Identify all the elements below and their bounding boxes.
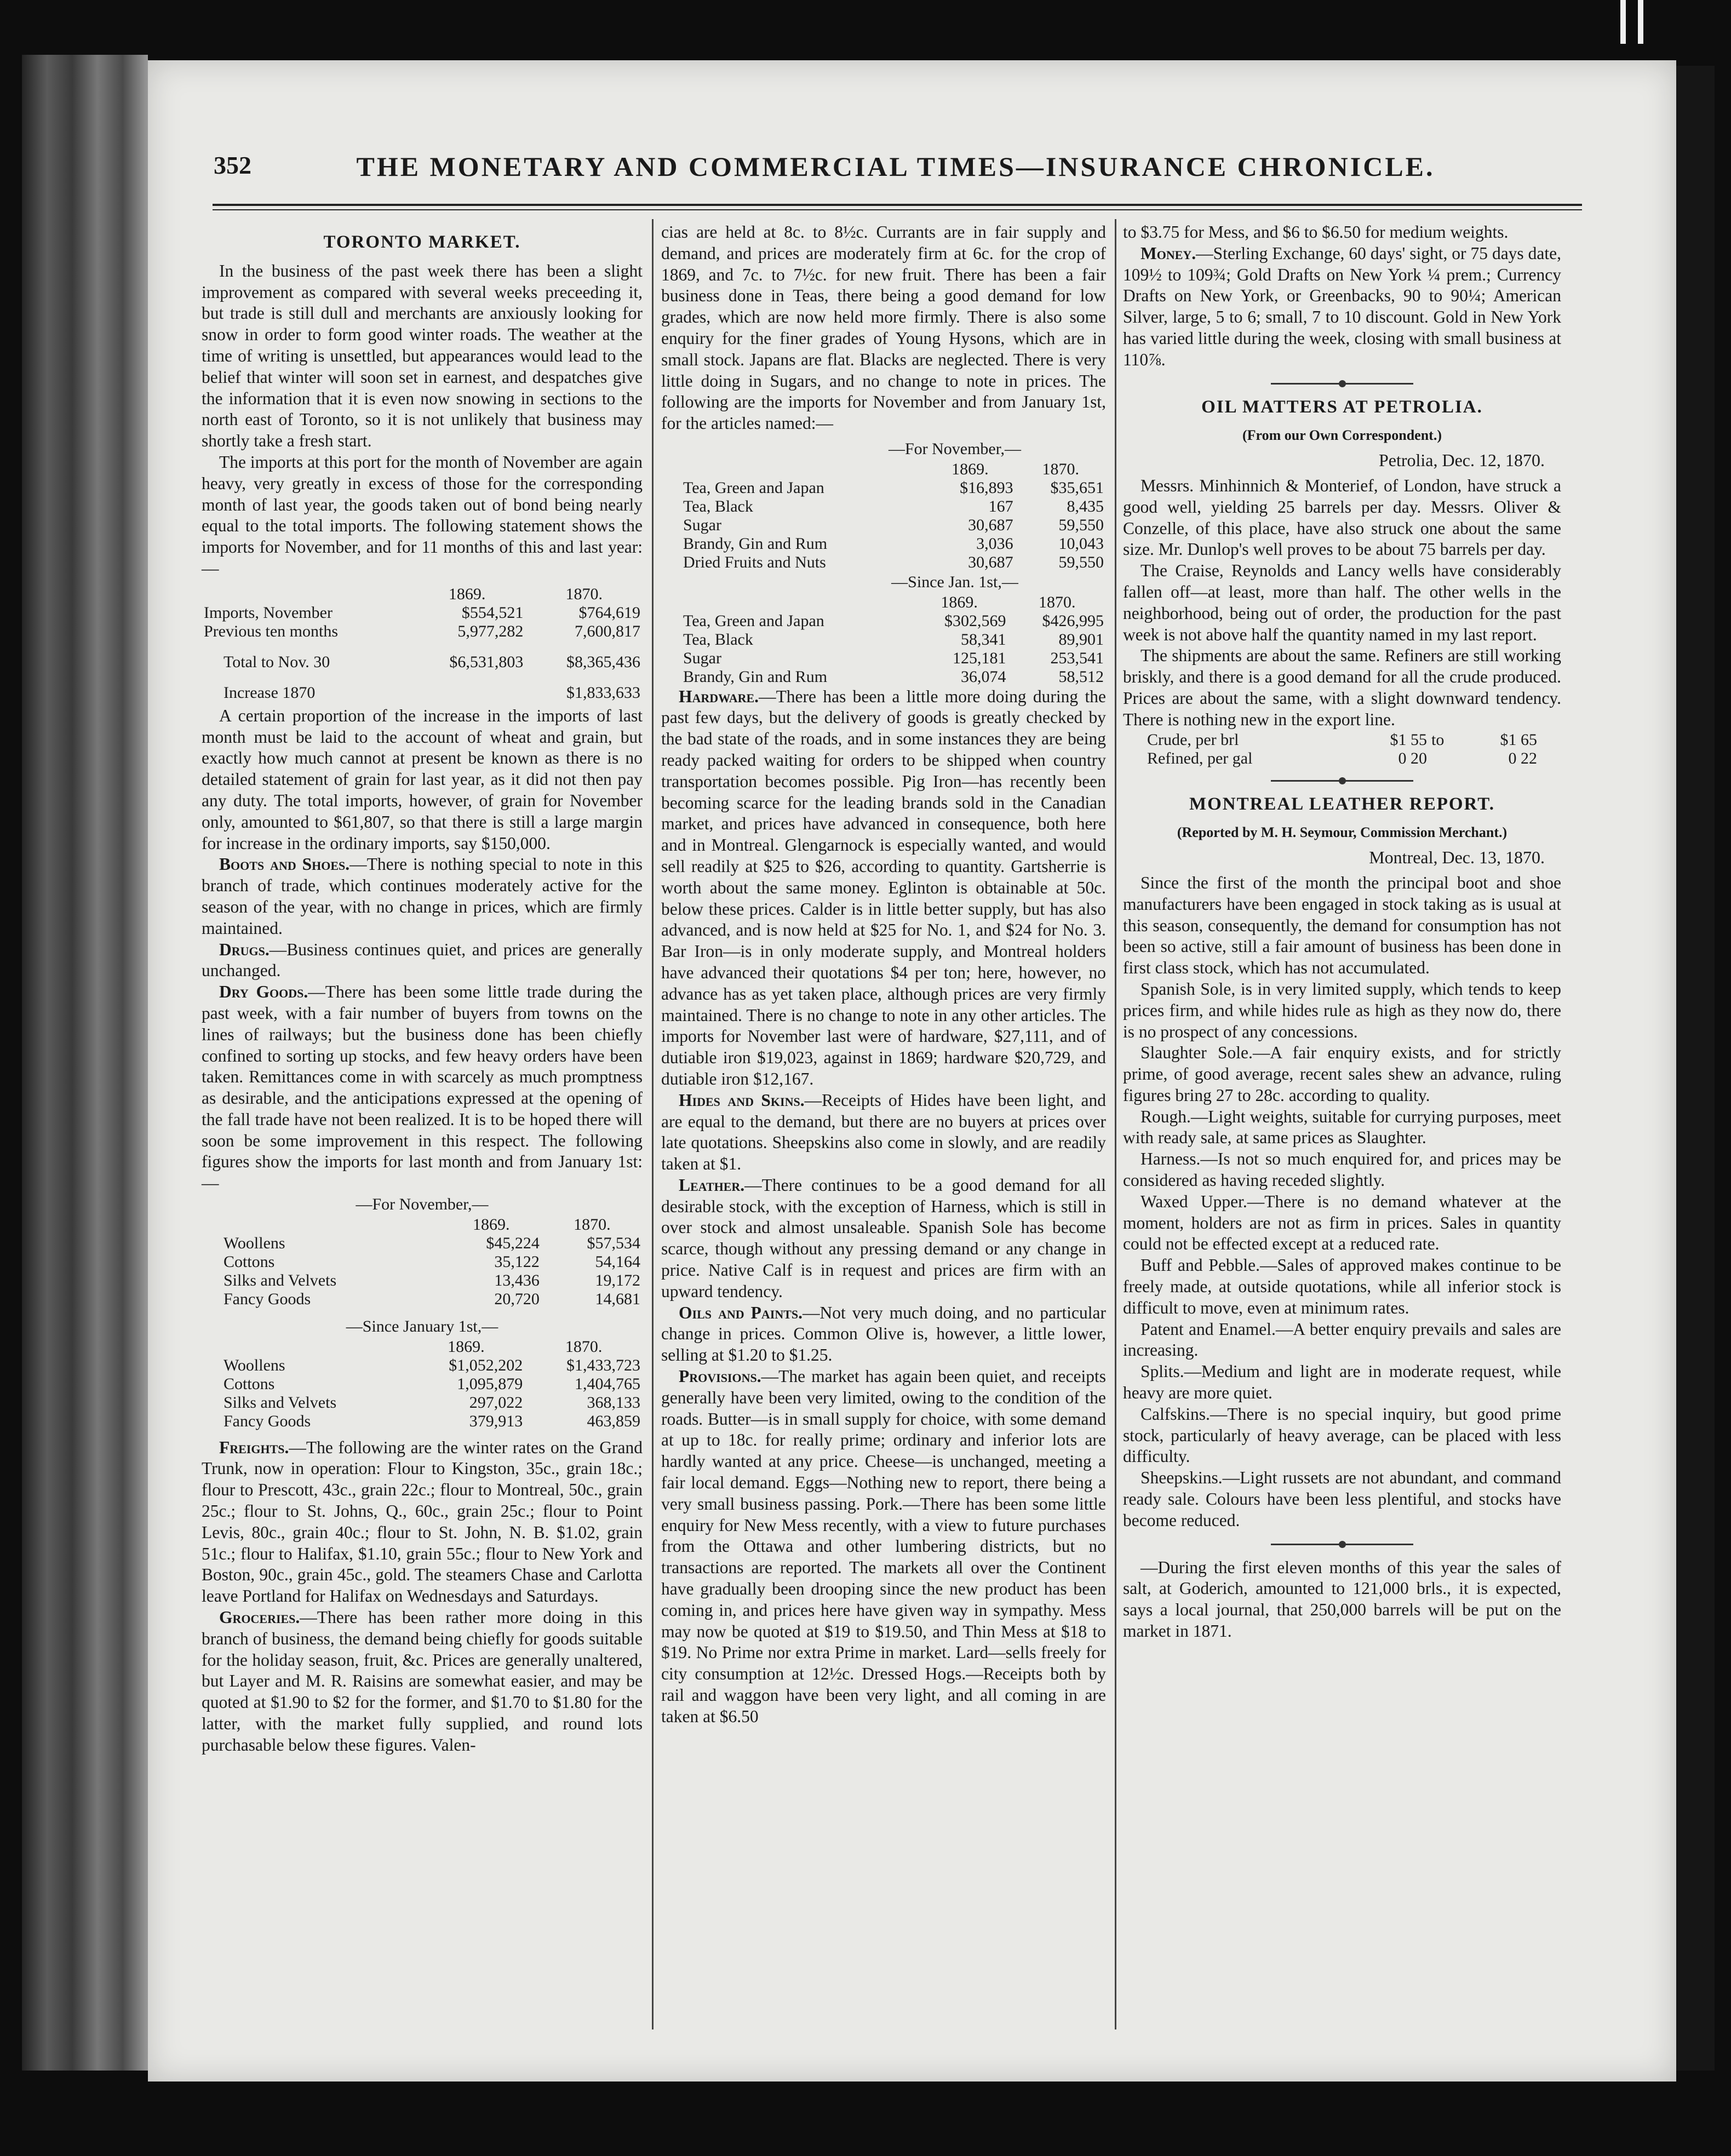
- table-row: Increase 1870 $1,833,633: [223, 683, 640, 702]
- column-rule: [652, 219, 654, 2029]
- paragraph: Boots and Shoes.—There is nothing special to note in this branch of trade, which continues moderately active for the season of the year, with no change in prices, which are firmly maintained.: [202, 855, 643, 938]
- column-1: [202, 222, 643, 1756]
- paragraph: cias are held at 8c. to 8½c. Currants are in fair supply and demand, and prices are moderately firm at 6c. for the crop of 1869, and 7c. to 7½c. for new fruit. There has been a fair business done in Teas, there being a good demand for low grades, which are now held more firmly. There is also some enquiry for the finer grades of Young Hysons, which are in small stock. Japans are flat. Blacks are neglected. There is very little doing in Sugars, and no change to note in prices. The following are the imports for November and from January 1st, for the articles named:—: [661, 222, 1106, 433]
- paragraph: Patent and Enamel.—A better enquiry prevails and sales are increasing.: [1123, 1319, 1561, 1360]
- table-row: Tea, Black 167 8,435: [683, 497, 1104, 515]
- paragraph: Calfskins.—There is no special inquiry, but good prime stock, particularly of heavy average, can be placed with less difficulty.: [1123, 1404, 1561, 1466]
- paragraph: Rough.—Light weights, suitable for currying purposes, meet with ready sale, at same prices as Slaughter.: [1123, 1106, 1561, 1148]
- paragraph: Harness.—Is not so much enquired for, and prices may be considered as having receded slightly.: [1123, 1149, 1561, 1190]
- paragraph: Freights.—The following are the winter rates on the Grand Trunk, now in operation: Flour to Kingston, 35c., grain 18c.; flour to Prescott, 43c., grain 22c.; flour to Montreal, 50c., grain 25c.; flour to St. Johns, Q., 60c., grain 25c.; flour to Point Levis, 80c., grain 40c.; flour to St. John, N. B. $1.02, grain 51c.; flour to Halifax, $1.10, grain 55c.; flour to New York and Boston, 90c., grain 45c., gold. The steamers Chase and Carlotta leave Portland for Halifax on Wednesdays and Saturdays.: [202, 1437, 643, 1606]
- paragraph: Buff and Pebble.—Sales of approved makes continue to be freely made, at outside quotations, while all inferior stock is difficult to move, even at minimum rates.: [1123, 1255, 1561, 1317]
- paragraph: The imports at this port for the month of November are again heavy, very greatly in excess of those for the corresponding month of last year, the goods taken out of bond being nearly equal to the total imports. The following statement shows the imports for November, and for 11 months of this and last year:—: [202, 452, 643, 578]
- groceries-november-table: 1869. 1870. Tea, Green and Japan $16,893 $35,651 Tea, Black 167 8,435 Sugar 30,687 59,550 Brandy, Gin and Rum 3,036 10,043 Dried Fruits and Nuts 30,687 59,550: [661, 460, 1106, 572]
- paragraph: The Craise, Reynolds and Lancy wells have considerably fallen off—at least, more than half. The other wells in the neighborhood, being out of order, the production for the past week is not above half the quantity named in my last report.: [1123, 561, 1561, 644]
- header-rule: [213, 209, 1582, 210]
- section-title: OIL MATTERS AT PETROLIA.: [1201, 397, 1483, 417]
- table-row: Fancy Goods 20,720 14,681: [223, 1289, 640, 1308]
- paragraph: to $3.75 for Mess, and $6 to $6.50 for medium weights.: [1123, 222, 1509, 242]
- section-divider: [1271, 383, 1413, 385]
- scan-mark: [1638, 0, 1643, 44]
- paragraph: Dry Goods.—There has been some little trade during the past week, with a fair number of buyers from towns on the lines of railways; but the business done has been chiefly confined to sorting up stocks, and few heavy orders have been taken. Remittances come in with scarcely as much promptness as desirable, and the anticipations expressed at the opening of the fall trade have not been realized. It is to be hoped there will soon be some improvement in this respect. The following figures show the imports for last month and from January 1st:—: [202, 982, 643, 1193]
- paragraph: Money.—Sterling Exchange, 60 days' sight, or 75 days date, 109½ to 109¾; Gold Drafts on New York ¼ prem.; Currency Drafts on New York, or Greenbacks, 90 to 90¼; American Silver, large, 5 to 6; small, 7 to 10 discount. Gold in New York has varied little during the week, closing with small business at 110⅞.: [1123, 243, 1561, 369]
- year-header: 1870.: [565, 584, 603, 603]
- table-row: Total to Nov. 30 $6,531,803 $8,365,436: [223, 652, 640, 671]
- table-title: —Since January 1st,—: [346, 1317, 498, 1335]
- page-edge: [1676, 66, 1715, 2071]
- paragraph: Splits.—Medium and light are in moderate request, while heavy are more quiet.: [1123, 1362, 1561, 1403]
- table-row: Cottons 1,095,879 1,404,765: [223, 1374, 640, 1393]
- table-row: Silks and Velvets 297,022 368,133: [223, 1393, 640, 1412]
- dateline: Montreal, Dec. 13, 1870.: [1369, 847, 1545, 868]
- paragraph: Provisions.—The market has again been quiet, and receipts generally have been very limited, owing to the condition of the roads. Butter—is in small supply for choice, with some demand at up to 18c. for really prime; ordinary and inferior lots are hardly wanted at any price. Cheese—is unchanged, meeting a fair local demand. Eggs—Nothing new to report, there being a very small business passing. Pork.—There has been some little enquiry for New Mess recently, with a view to future purchases from the Ottawa and other lumbering districts, but no transactions are reported. The markets all over the Continent have gradually been drooping since the new product has been coming in, and prices here have given way in sympathy. Mess may now be quoted at $19 to $19.50, and Thin Mess at $18 to $19. No Prime nor extra Prime in market. Lard—sells freely for city consumption at 12½c. Dressed Hogs.—Receipts both by rail and waggon have been very light, and all coming in are taken at $6.50: [661, 1367, 1106, 1726]
- paragraph: A certain proportion of the increase in the imports of last month must be laid to the account of wheat and grain, but exactly how much cannot at present be known as there is no detailed statement of grain for last year, as it did not then pay any duty. The total imports, however, of grain for November only, amounted to $61,807, so that there is still a large margin for increase in the ordinary imports, say $150,000.: [202, 706, 643, 853]
- book-binding: [22, 55, 148, 2071]
- table-title: —Since Jan. 1st,—: [891, 572, 1018, 591]
- table-row: Fancy Goods 379,913 463,859: [223, 1412, 640, 1430]
- paragraph: —During the first eleven months of this year the sales of salt, at Goderich, amounted to 121,000 brls., it is expected, says a local journal, that 250,000 barrels will be put on the market in 1871.: [1123, 1557, 1561, 1641]
- table-row: Tea, Black 58,341 89,901: [683, 630, 1104, 649]
- dateline: Petrolia, Dec. 12, 1870.: [1378, 450, 1545, 471]
- paragraph: Hides and Skins.—Receipts of Hides have been light, and are equal to the demand, but there are no buyers at prices over late quotations. Sheepskins also come in slowly, and are readily taken at $1.: [661, 1090, 1107, 1174]
- column-2: [661, 222, 1106, 1728]
- oil-price-table: [1145, 731, 1539, 768]
- table-row: Cottons 35,122 54,164: [223, 1252, 640, 1271]
- year-header: 1869.: [448, 584, 486, 603]
- paragraph: Groceries.—There has been rather more doing in this branch of business, the demand being chiefly for goods suitable for the holiday season, fruit, &c. Prices are generally unaltered, but Layer and M. R. Raisins are somewhat easier, and may be quoted at $1.90 to $2 for the former, and $1.70 to $1.80 for the latter, with the market fully supplied, and round lots purchasable below these figures. Valen-: [202, 1608, 643, 1754]
- table-row: Dried Fruits and Nuts 30,687 59,550: [683, 553, 1104, 571]
- table-row: Previous ten months 5,977,282 7,600,817: [204, 622, 640, 640]
- paragraph: Since the first of the month the principal boot and shoe manufacturers have been engaged in stock taking as is usual at this season, consequently, the demand for consumption has not been so active, still a fair amount of business has been done in first class stock, which has not accumulated.: [1123, 873, 1561, 978]
- paragraph: Slaughter Sole.—A fair enquiry exists, and for strictly prime, of good average, recent sales shew an advance, ruling figures bring 27 to 28c. according to quality.: [1123, 1043, 1561, 1105]
- table-row: Crude, per brl $1 55 to $1 65: [1147, 730, 1537, 749]
- table-row: Sugar 30,687 59,550: [683, 515, 1104, 534]
- scan-mark: [1620, 0, 1626, 44]
- dry-goods-november-table: 1869. 1870. Woollens $45,224 $57,534 Cottons 35,122 54,164 Silks and Velvets 13,436 19,172 Fancy Goods 20,720 14,681: [202, 1215, 643, 1309]
- groceries-since-jan-table: 1869. 1870. Tea, Green and Japan $302,569 $426,995 Tea, Black 58,341 89,901 Sugar 125,181 253,541 Brandy, Gin and Rum 36,074 58,512: [661, 593, 1106, 686]
- byline: (From our Own Correspondent.): [1242, 427, 1442, 444]
- table-title: —For November,—: [888, 439, 1022, 458]
- paragraph: Messrs. Minhinnich & Monterief, of London, have struck a good well, yielding 25 barrels per day. Messrs. Oliver & Conzelle, of this place, have also struck one about the same size. Mr. Dunlop's well proves to be about 75 barrels per day.: [1123, 475, 1561, 559]
- paragraph: Oils and Paints.—Not very much doing, and no particular change in prices. Common Olive is, however, a little lower, selling at $1.20 to $1.25.: [661, 1303, 1106, 1365]
- section-title: MONTREAL LEATHER REPORT.: [1189, 794, 1495, 814]
- table-row: Brandy, Gin and Rum 3,036 10,043: [683, 534, 1104, 553]
- imports-table: [202, 585, 643, 702]
- table-row: Imports, November $554,521 $764,619: [204, 603, 640, 622]
- table-row: Tea, Green and Japan $302,569 $426,995: [683, 611, 1104, 630]
- byline: (Reported by M. H. Seymour, Commission Merchant.): [1177, 824, 1508, 841]
- dry-goods-since-jan-table: 1869. 1870. Woollens $1,052,202 $1,433,723 Cottons 1,095,879 1,404,765 Silks and Velvets 297,022 368,133 Fancy Goods 379,913 463,859: [202, 1338, 643, 1431]
- column-rule: [1115, 219, 1116, 2029]
- column-3: [1123, 222, 1561, 1642]
- section-divider: [1271, 780, 1413, 782]
- paragraph: Drugs.—Business continues quiet, and prices are generally unchanged.: [202, 939, 643, 980]
- header-rule: [213, 204, 1582, 206]
- table-row: Tea, Green and Japan $16,893 $35,651: [683, 478, 1104, 497]
- table-row: Refined, per gal 0 20 0 22: [1147, 749, 1537, 767]
- section-divider: [1271, 1544, 1413, 1545]
- table-row: Woollens $1,052,202 $1,433,723: [223, 1356, 640, 1374]
- page-number: 352: [214, 151, 251, 179]
- paragraph: The shipments are about the same. Refiners are still working briskly, and there is a good demand for all the crude produced. Prices are about the same, with a slight downward tendency. There is nothing new in the export line.: [1123, 646, 1561, 729]
- paragraph: Leather.—There continues to be a good demand for all desirable stock, with the exception of Harness, which is still in over stock and almost unsaleable. Spanish Sole has become scarce, though without any pressing demand or any change in price. Native Calf is in request and prices are firm with an upward tendency.: [661, 1175, 1106, 1301]
- table-row: Brandy, Gin and Rum 36,074 58,512: [683, 667, 1104, 686]
- paragraph: In the business of the past week there has been a slight improvement as compared with several weeks preceeding it, but trade is still dull and merchants are anxiously looking for snow in order to form good winter roads. The weather at the time of writing is unsettled, but appearances would lead to the belief that winter will soon set in earnest, and despatches give the information that it is even now snowing in sections to the north east of Toronto, so it is not unlikely that business may shortly take a fresh start.: [202, 261, 643, 451]
- paragraph: Spanish Sole, is in very limited supply, which tends to keep prices firm, and while hides rule as high as they now do, there is no prospect of any concessions.: [1123, 979, 1561, 1041]
- section-title: TORONTO MARKET.: [323, 232, 521, 252]
- table-row: Silks and Velvets 13,436 19,172: [223, 1271, 640, 1289]
- table-title: —For November,—: [356, 1195, 489, 1214]
- paragraph: Waxed Upper.—There is no demand whatever at the moment, holders are not as firm in prices. Sales in quantity could not be effected except at a reduced rate.: [1123, 1191, 1561, 1254]
- running-title: THE MONETARY AND COMMERCIAL TIMES—INSURANCE CHRONICLE.: [356, 151, 1435, 182]
- paragraph: Sheepskins.—Light russets are not abundant, and command ready sale. Colours have been less plentiful, and stocks have become reduced.: [1123, 1468, 1561, 1530]
- paragraph: Hardware.—There has been a little more doing during the past few days, but the delivery of goods is greatly checked by the bad state of the roads, and in some instances they are being ready packed waiting for orders to be shipped when country transportation becomes possible. Pig Iron—has recently been becoming scarce for the leading brands sold in the Canadian market, and prices have advanced in consequence, both here and in Montreal. Glengarnock is especially wanted, and would sell readily at $25 to $26, according to quantity. Gartsherrie is worth about the same money. Eglinton is obtainable at 50c. below these prices. Calder is in little better supply, but has also advanced, and is now held at $25 for No. 1, and $24 for No. 3. Bar Iron—is in only moderate supply, and Montreal holders have advanced their quotations $4 per ton; here, however, no advance has as yet taken place, although prices are very firmly maintained. There is no change to note in any other articles. The imports for November last were of hardware, $27,111, and of dutiable iron $19,023, against in 1869; hardware $20,729, and dutiable iron $12,167.: [661, 686, 1106, 1088]
- table-row: Sugar 125,181 253,541: [683, 649, 1104, 667]
- page-header: [214, 151, 1578, 184]
- table-row: Woollens $45,224 $57,534: [223, 1234, 640, 1252]
